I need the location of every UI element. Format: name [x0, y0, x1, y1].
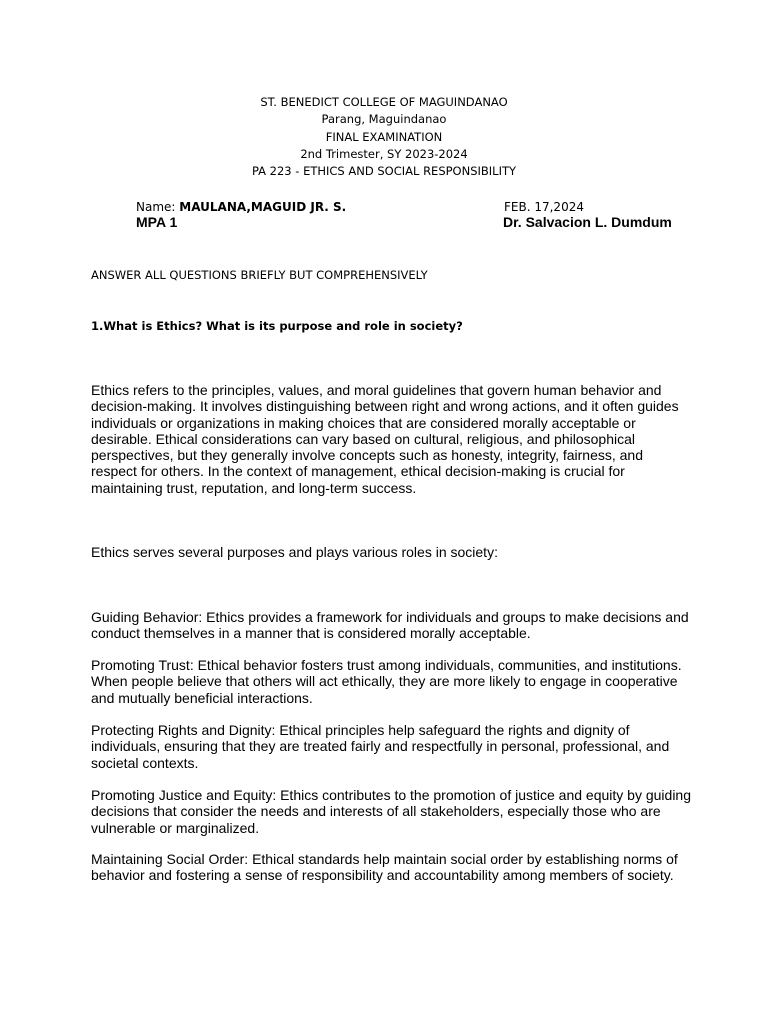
program: MPA 1 — [136, 214, 178, 230]
paragraph-rights-dignity: Protecting Rights and Dignity: Ethical principles help safeguard the rights and dignity of individuals, ensuring that they are treated fairly and respectfully in personal, professional, and societal contexts. — [91, 722, 670, 771]
exam-date: FEB. 17,2024 — [504, 200, 584, 214]
student-name-line — [136, 199, 346, 215]
instructor: Dr. Salvacion L. Dumdum — [503, 214, 672, 230]
student-name: MAULANA,MAGUID JR. S. — [179, 200, 347, 214]
paragraph-definition: Ethics refers to the principles, values, and moral guidelines that govern human behavior and decision-making. It involves distinguishing between right and wrong actions, and it often guides individuals or organizations in making choices that are considered morally acceptable or desirable. Ethical considerations can vary based on cultural, religious, and philosophical perspectives, but they generally involve concepts such as honesty, integrity, fairness, and respect for others. In the context of management, ethical decision-making is crucial for maintaining trust, reputation, and long-term success. — [91, 382, 679, 496]
paragraph-promoting-trust: Promoting Trust: Ethical behavior fosters trust among individuals, communities, and institutions. When people believe that others will act ethically, they are more likely to engage in cooperative and mutually beneficial interactions. — [91, 657, 682, 706]
document-header — [0, 94, 768, 180]
course-title: PA 223 - ETHICS AND SOCIAL RESPONSIBILITY — [251, 164, 517, 179]
exam-title: FINAL EXAMINATION — [325, 129, 443, 144]
instructions: ANSWER ALL QUESTIONS BRIEFLY BUT COMPREHENSIVELY — [91, 268, 428, 282]
school-location: Parang, Maguindanao — [321, 112, 447, 127]
name-label: Name: — [136, 200, 176, 214]
question-1: 1.What is Ethics? What is its purpose and role in society? — [91, 319, 463, 333]
paragraph-intro: Ethics serves several purposes and plays various roles in society: — [91, 544, 498, 560]
paragraph-social-order: Maintaining Social Order: Ethical standards help maintain social order by establishing norms of behavior and fostering a sense of responsibility and accountability among members of society. — [91, 851, 678, 884]
term: 2nd Trimester, SY 2023-2024 — [300, 146, 468, 161]
paragraph-justice-equity: Promoting Justice and Equity: Ethics contributes to the promotion of justice and equity by guiding decisions that consider the needs and interests of all stakeholders, especially those who are vulnerable or marginalized. — [91, 787, 692, 836]
school-name: ST. BENEDICT COLLEGE OF MAGUINDANAO — [260, 95, 508, 109]
paragraph-guiding-behavior: Guiding Behavior: Ethics provides a framework for individuals and groups to make decisions and conduct themselves in a manner that is considered morally acceptable. — [91, 609, 689, 642]
